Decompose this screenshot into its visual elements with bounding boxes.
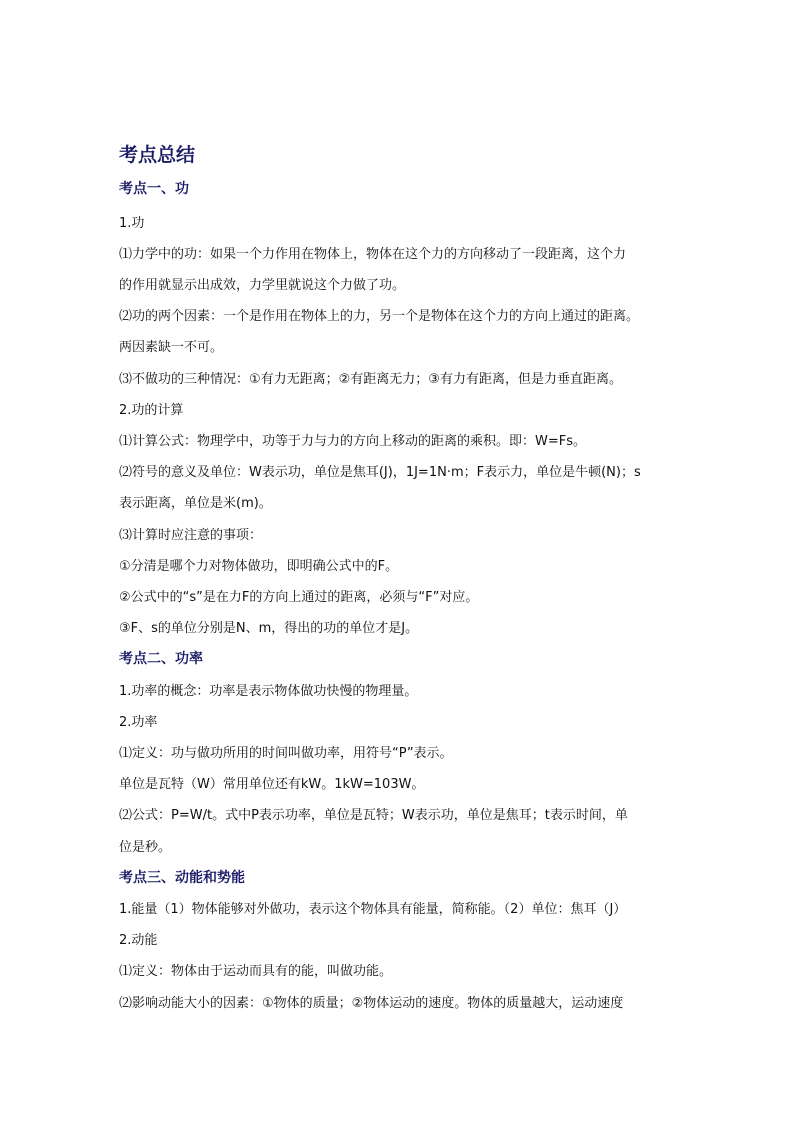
section-heading: 考点三、动能和势能 (119, 870, 245, 886)
text-line: ⑵功的两个因素：一个是作用在物体上的力，另一个是物体在这个力的方向上通过的距离。 (119, 309, 640, 324)
text-line: ⑴力学中的功：如果一个力作用在物体上，物体在这个力的方向移动了一段距离，这个力 (119, 247, 627, 262)
text-line: 2.功的计算 (119, 403, 184, 418)
text-line: ⑵公式：P=W/t。式中P表示功率，单位是瓦特；W表示功，单位是焦耳；t表示时间，单 (119, 808, 628, 823)
text-line: ③F、s的单位分别是N、m，得出的功的单位才是J。 (119, 621, 419, 636)
text-line: ⑴定义：功与做功所用的时间叫做功率，用符号“P”表示。 (119, 746, 453, 761)
text-line: ⑵影响动能大小的因素：①物体的质量；②物体运动的速度。物体的质量越大，运动速度 (119, 996, 624, 1011)
text-line: 1.功 (119, 216, 145, 231)
text-line: ⑶计算时应注意的事项： (119, 528, 263, 543)
text-line: ⑴定义：物体由于运动而具有的能，叫做功能。 (119, 964, 393, 979)
text-line: 位是秒。 (119, 840, 172, 855)
page-title: 考点总结 (119, 144, 196, 166)
section-heading: 考点二、功率 (119, 651, 203, 667)
text-line: ①分清是哪个力对物体做功，即明确公式中的F。 (119, 559, 399, 574)
text-line: 单位是瓦特（W）常用单位还有kW。1kW=103W。 (119, 777, 425, 792)
text-line: ②公式中的“s”是在力F的方向上通过的距离，必须与“F”对应。 (119, 590, 479, 605)
text-line: 1.能量（1）物体能够对外做功，表示这个物体具有能量，简称能。（2）单位：焦耳（J） (119, 902, 627, 917)
text-line: ⑴计算公式：物理学中，功等于力与力的方向上移动的距离的乘积。即：W=Fs。 (119, 434, 586, 449)
text-line: 表示距离，单位是米(m)。 (119, 496, 272, 511)
text-line: 的作用就显示出成效，力学里就说这个力做了功。 (119, 278, 406, 293)
text-line: ⑶不做功的三种情况：①有力无距离；②有距离无力；③有力有距离，但是力垂直距离。 (119, 372, 622, 387)
text-line: 1.功率的概念：功率是表示物体做功快慢的物理量。 (119, 684, 418, 699)
text-line: 2.动能 (119, 933, 158, 948)
text-line: 2.功率 (119, 715, 158, 730)
text-line: 两因素缺一不可。 (119, 340, 224, 355)
section-heading: 考点一、功 (119, 181, 189, 197)
text-line: ⑵符号的意义及单位：W表示功，单位是焦耳(J)，1J=1N·m；F表示力，单位是牛顿(N)；s (119, 465, 641, 480)
